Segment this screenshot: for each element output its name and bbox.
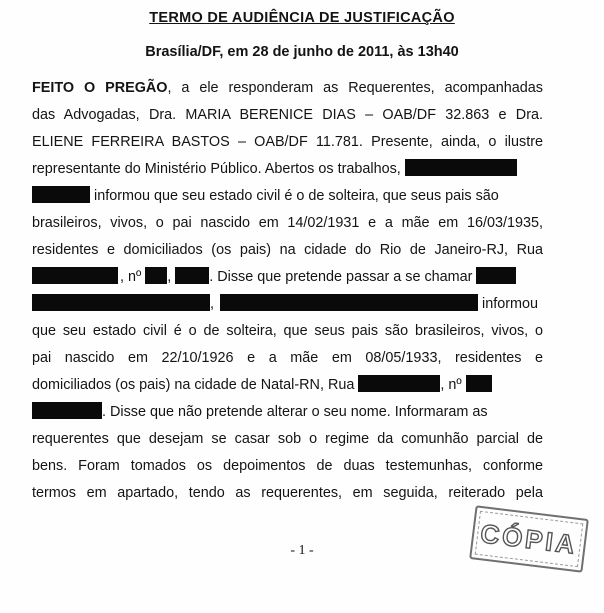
redaction-bar xyxy=(405,159,517,176)
body-line: pai nascido em 22/10/1926 e a mãe em 08/05/1933, residentes e xyxy=(32,350,543,366)
text-segment: . Disse que pretende passar a se chamar xyxy=(209,269,473,285)
body-line xyxy=(32,265,543,289)
redaction-bar xyxy=(32,294,210,311)
body-line xyxy=(32,400,543,424)
document-title: TERMO DE AUDIÊNCIA DE JUSTIFICAÇÃO xyxy=(149,10,455,26)
redaction-bar xyxy=(466,375,492,392)
body-line xyxy=(32,157,543,181)
text-segment: . Disse que não pretende alterar o seu nome. Informaram as xyxy=(102,404,488,420)
text-segment: domiciliados (os pais) na cidade de Natal-RN, Rua xyxy=(32,377,355,393)
text-segment: , nº xyxy=(440,377,462,393)
text-segment: , nº xyxy=(120,269,142,285)
body-line: termos em apartado, tendo as requerentes, em seguida, reiterado pela xyxy=(32,485,543,501)
body-line: requerentes que desejam se casar sob o regime da comunhão parcial de xyxy=(32,431,543,447)
text-segment: representante do Ministério Público. Abertos os trabalhos, xyxy=(32,161,401,177)
redaction-bar xyxy=(32,186,90,203)
text-segment: informou que seu estado civil é o de solteira, que seus pais são xyxy=(94,188,499,204)
opening-phrase: FEITO O PREGÃO xyxy=(32,80,168,96)
body-line: bens. Foram tomados os depoimentos de duas testemunhas, conforme xyxy=(32,458,543,474)
redaction-bar xyxy=(32,267,118,284)
redaction-bar xyxy=(175,267,209,284)
redaction-bar xyxy=(358,375,440,392)
redaction-bar xyxy=(476,267,516,284)
text-segment: , xyxy=(167,269,172,285)
redaction-bar xyxy=(32,402,102,419)
body-line: residentes e domiciliados (os pais) na cidade do Rio de Janeiro-RJ, Rua xyxy=(32,242,543,258)
body-line: que seu estado civil é o de solteira, que seus pais são brasileiros, vivos, o xyxy=(32,323,543,339)
body-line xyxy=(32,373,543,397)
page-number: - 1 - xyxy=(290,543,314,558)
redaction-bar xyxy=(145,267,167,284)
dateline: Brasília/DF, em 28 de junho de 2011, às 13h40 xyxy=(145,44,459,60)
body-line: das Advogadas, Dra. MARIA BERENICE DIAS – OAB/DF 32.863 e Dra. xyxy=(32,107,543,123)
body-line xyxy=(32,76,543,100)
redaction-bar xyxy=(220,294,478,311)
text-segment: informou xyxy=(482,296,538,312)
body-line: ELIENE FERREIRA BASTOS – OAB/DF 11.781. Presente, ainda, o ilustre xyxy=(32,134,543,150)
text-segment: , xyxy=(210,296,214,312)
stamp-label: CÓPIA xyxy=(478,517,580,560)
text-segment: , a ele responderam as Requerentes, acompanhadas xyxy=(167,80,544,96)
copy-stamp xyxy=(469,505,589,572)
body-line: brasileiros, vivos, o pai nascido em 14/02/1931 e a mãe em 16/03/1935, xyxy=(32,215,543,231)
body-line xyxy=(32,184,543,208)
body-line xyxy=(32,292,543,316)
